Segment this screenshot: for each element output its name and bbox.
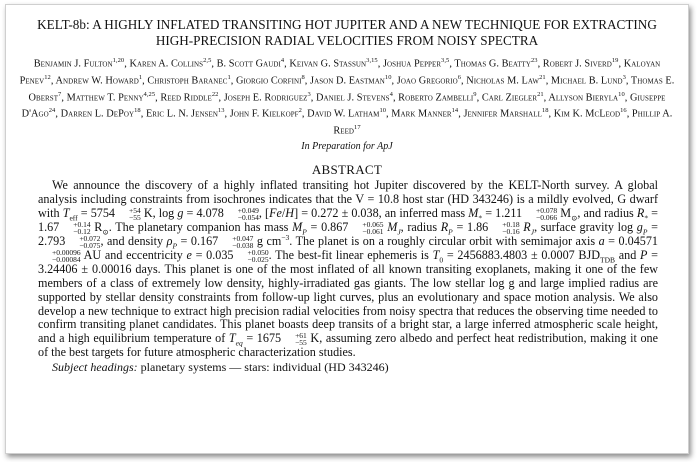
abstract-heading: ABSTRACT — [311, 162, 383, 178]
author-list: Benjamin J. Fulton$^{1,20}$, Karen A. Collins$^{2,5}$, B. Scott Gaudi$^4$, Keivan G. Stassun$^{3,15}$, Joshua Pepper$^{3,5}$, Thomas G. Beatty$^{23}$, Robert J. Siverd$^{19}$, Kaloyan Penev$^{12}$, Andrew W. Howard$^1$, Christoph Baranec$^1$, Giorgio Corfini$^8$, Jason D. Eastman$^{10}$, Joao Gregorio$^6$, Nicholas M. Law$^{21}$, Michael B. Lund$^3$, Thomas E. Oberst$^7$, Matthew T. Penny$^{4,25}$, Reed Riddle$^{22}$, Joseph E. Rodriguez$^3$, Daniel J. Stevens$^4$, Roberto Zambelli$^9$, Carl Ziegler$^{21}$, Allyson Bieryla$^{10}$, Giuseppe D'Ago$^{24}$, Darren L. DePoy$^{18}$, Eric L. N. Jensen$^{13}$, John F. Kielkopf$^2$, David W. Latham$^{10}$, Mark Manner$^{14}$, Jennifer Marshall$^{18}$, Kim K. McLeod$^{16}$, Phillip A. Reed$^{17}$ — [19, 57, 675, 137]
preparation-note: In Preparation for ApJ — [301, 141, 393, 153]
paper-title: KELT-8b: A HIGHLY INFLATED TRANSITING HOT JUPITER AND A NEW TECHNIQUE FOR EXTRACTING HIGH-PRECISION RADIAL VELOCITIES FROM NOISY SPECTRA — [37, 17, 657, 48]
paper-page — [5, 4, 689, 454]
subject-label: Subject headings: — [52, 359, 138, 374]
subject-text: planetary systems — stars: individual (HD 343246) — [140, 359, 389, 374]
subject-headings — [18, 360, 676, 374]
abstract-body: We announce the discovery of a highly inflated transiting hot Jupiter discovered by the KELT-North survey. A global analysis including constraints from isochrones indicates that the V = 10.8 host star (HD 343246) is a mildly evolved, G dwarf with $T_{eff} = 5754$ +54 −55 K, log g = 4.078 +0.049 −0.054 , [Fe/H] = 0.272 ± 0.038, an inferred mass $M_* = 1.211$ +0.078 −0.066 $M_⊙$, and radius $R_* = 1.67$ +0.14 −0.12 $R_⊙$. The planetary companion has mass $M_P = 0.867$ +0.065 −0.061 $M_J$, radius $R_P = 1.86$ +0.18 −0.16 $R_J$, surface gravity $\log g_P = 2.793$ +0.072 −0.075 , and density $\rho_P = 0.167$ +0.047 −0.038 g $cm^{-3}$. The planet is on a roughly circular orbit with semimajor axis a = 0.04571 +0.00096 −0.00084 AU and eccentricity e = 0.035 +0.050 −0.025 . The best-fit linear ephemeris is $T_0 = 2456883.4803 \pm 0.0007$ $BJD_{TDB}$ and P = 3.24406 ± 0.00016 days. This planet is one of the most inflated of all known transiting exoplanets, making it one of the few members of a class of extremely low density, highly-irradiated gas giants. The low stellar log g and large implied radius are supported by stellar density constraints from follow-up light curves, plus an evolutionary and space motion analysis. We also develop a new technique to extract high precision radial velocities from noisy spectra that reduces the observing time needed to confirm transiting planet candidates. This planet boasts deep transits of a bright star, a large inferred atmospheric scale height, and a high equilibrium temperature of $T_{eq} = 1675$ +61 −55 K, assuming zero albedo and perfect heat redistribution, making it one of the best targets for future atmospheric characterization studies. — [38, 178, 659, 360]
